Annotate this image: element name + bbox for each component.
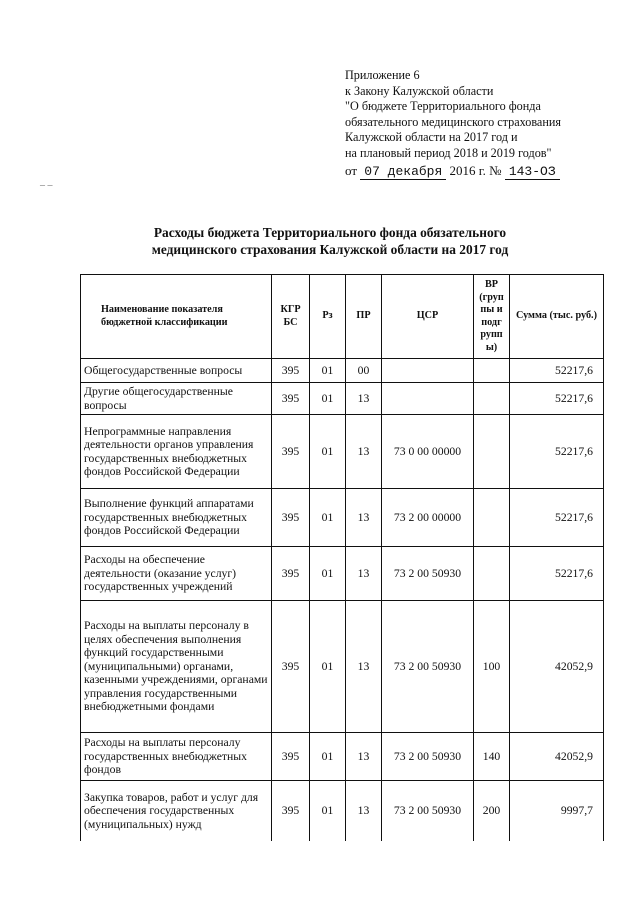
cell-name: Закупка товаров, работ и услуг для обеспечения государственных (муниципальных) нужд — [81, 781, 272, 841]
appendix-line: Калужской области на 2017 год и — [345, 130, 518, 145]
cell-name: Расходы на обеспечение деятельности (оказание услуг) государственных учреждений — [81, 547, 272, 601]
appendix-line: к Закону Калужской области — [345, 83, 494, 98]
cell-name: Расходы на выплаты персоналу в целях обеспечения выполнения функций государственными (муниципальными) органами, казенными учреждениями, органами управления государственными внебюджетными фондами — [81, 601, 272, 733]
header-sum: Сумма (тыс. руб.) — [510, 275, 604, 359]
cell-vr — [474, 547, 510, 601]
cell-vr: 100 — [474, 601, 510, 733]
decree-prefix: от — [345, 163, 358, 178]
cell-csr: 73 2 00 50930 — [382, 547, 474, 601]
cell-rz: 01 — [310, 359, 346, 383]
table-row — [81, 547, 604, 601]
table-row — [81, 415, 604, 489]
appendix-line: обязательного медицинского страхования — [345, 114, 561, 129]
cell-csr — [382, 359, 474, 383]
page-title — [60, 224, 600, 258]
cell-rz: 01 — [310, 415, 346, 489]
header-vr: ВР (груп пы и подг рупп ы) — [474, 275, 510, 359]
decree-date: 07 декабря — [360, 165, 446, 180]
cell-kgrbs: 395 — [272, 601, 310, 733]
margin-mark: – – — [40, 180, 53, 191]
table-header-row — [81, 275, 604, 359]
cell-csr: 73 2 00 00000 — [382, 489, 474, 547]
header-kgrbs: КГР БС — [272, 275, 310, 359]
header-csr: ЦСР — [382, 275, 474, 359]
cell-pr: 13 — [346, 601, 382, 733]
cell-rz: 01 — [310, 601, 346, 733]
cell-pr: 13 — [346, 547, 382, 601]
appendix-header — [345, 68, 630, 162]
table-row — [81, 489, 604, 547]
table-row — [81, 601, 604, 733]
title-line: Расходы бюджета Территориального фонда обязательного — [153, 225, 507, 240]
title-line: медицинского страхования Калужской области на 2017 год — [151, 242, 509, 257]
cell-name: Непрограммные направления деятельности органов управления государственных внебюджетных фондов Российской Федерации — [81, 415, 272, 489]
cell-pr: 13 — [346, 383, 382, 415]
cell-rz: 01 — [310, 383, 346, 415]
cell-vr — [474, 415, 510, 489]
appendix-line: на плановый период 2018 и 2019 годов" — [345, 145, 552, 160]
table-row — [81, 733, 604, 781]
appendix-line: "О бюджете Территориального фонда — [345, 99, 541, 114]
cell-pr: 13 — [346, 489, 382, 547]
cell-rz: 01 — [310, 733, 346, 781]
cell-name: Общегосударственные вопросы — [81, 359, 272, 383]
cell-vr — [474, 383, 510, 415]
cell-csr: 73 0 00 00000 — [382, 415, 474, 489]
table-row — [81, 383, 604, 415]
cell-sum: 52217,6 — [510, 415, 604, 489]
cell-csr: 73 2 00 50930 — [382, 601, 474, 733]
cell-sum: 42052,9 — [510, 733, 604, 781]
cell-name: Другие общегосударственные вопросы — [81, 383, 272, 415]
cell-sum: 9997,7 — [510, 781, 604, 841]
cell-rz: 01 — [310, 489, 346, 547]
cell-pr: 13 — [346, 733, 382, 781]
cell-csr — [382, 383, 474, 415]
decree-year: 2016 г. № — [449, 163, 502, 178]
cell-vr — [474, 489, 510, 547]
cell-kgrbs: 395 — [272, 781, 310, 841]
appendix-line: Приложение 6 — [345, 68, 420, 82]
cell-rz: 01 — [310, 547, 346, 601]
cell-kgrbs: 395 — [272, 383, 310, 415]
decree-reference — [345, 163, 635, 180]
cell-sum: 52217,6 — [510, 359, 604, 383]
cell-pr: 13 — [346, 781, 382, 841]
cell-csr: 73 2 00 50930 — [382, 733, 474, 781]
cell-sum: 42052,9 — [510, 601, 604, 733]
cell-pr: 00 — [346, 359, 382, 383]
cell-kgrbs: 395 — [272, 547, 310, 601]
cell-vr — [474, 359, 510, 383]
cell-sum: 52217,6 — [510, 547, 604, 601]
cell-kgrbs: 395 — [272, 733, 310, 781]
table-row — [81, 781, 604, 841]
cell-name: Выполнение функций аппаратами государственных внебюджетных фондов Российской Федерации — [81, 489, 272, 547]
header-pr: ПР — [346, 275, 382, 359]
header-name: Наименование показателя бюджетной классификации — [81, 275, 272, 359]
table-row — [81, 359, 604, 383]
cell-pr: 13 — [346, 415, 382, 489]
cell-vr: 200 — [474, 781, 510, 841]
cell-kgrbs: 395 — [272, 415, 310, 489]
cell-sum: 52217,6 — [510, 489, 604, 547]
decree-number: 143-ОЗ — [505, 165, 560, 180]
cell-csr: 73 2 00 50930 — [382, 781, 474, 841]
header-rz: Рз — [310, 275, 346, 359]
cell-kgrbs: 395 — [272, 359, 310, 383]
cell-kgrbs: 395 — [272, 489, 310, 547]
cell-vr: 140 — [474, 733, 510, 781]
expenses-table — [80, 274, 604, 841]
cell-sum: 52217,6 — [510, 383, 604, 415]
cell-name: Расходы на выплаты персоналу государственных внебюджетных фондов — [81, 733, 272, 781]
cell-rz: 01 — [310, 781, 346, 841]
